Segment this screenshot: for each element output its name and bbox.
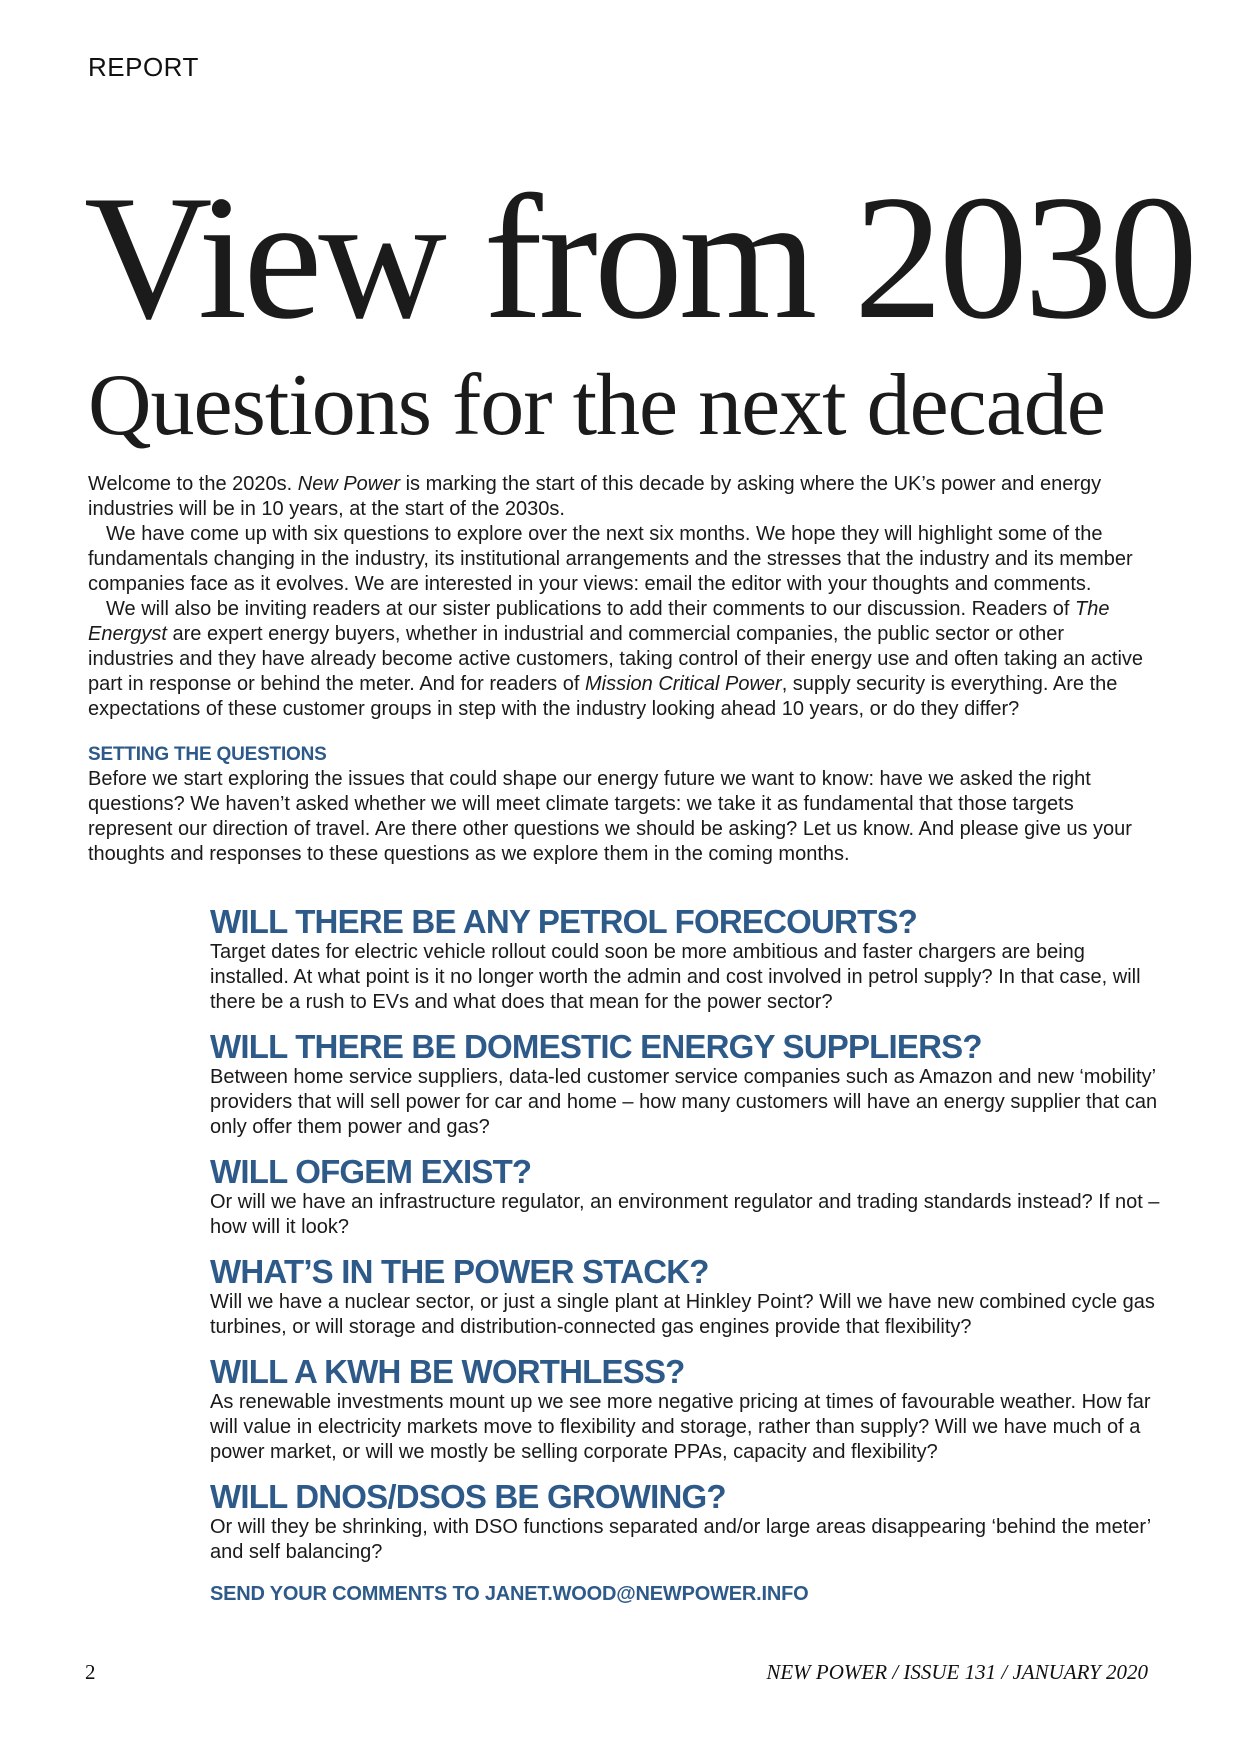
question-body: Will we have a nuclear sector, or just a single plant at Hinkley Point? Will we have new combined cycle gas turbines, or will storage and distribution-connected gas engines provide that flexibility? xyxy=(210,1291,1155,1338)
question-body: Or will they be shrinking, with DSO functions separated and/or large areas disappearing ‘behind the meter’ and self balancing? xyxy=(210,1516,1151,1563)
question-block xyxy=(210,1154,1160,1240)
intro-paragraph-1: Welcome to the 2020s. New Power is marking the start of this decade by asking where the UK’s power and energy industries will be in 10 years, at the start of the 2030s. xyxy=(88,473,1102,520)
intro-section xyxy=(88,472,1148,722)
question-heading: WILL THERE BE ANY PETROL FORECOURTS? xyxy=(210,903,918,940)
question-body: Between home service suppliers, data-led customer service companies such as Amazon and new ‘mobility’ providers that will sell power for car and home – how many customers will have an energy supplier that can only offer them power and gas? xyxy=(210,1066,1158,1138)
publication-footer: NEW POWER / ISSUE 131 / JANUARY 2020 xyxy=(766,1660,1148,1684)
setting-questions-section xyxy=(88,744,1148,867)
question-heading: WILL A KWH BE WORTHLESS? xyxy=(210,1353,685,1390)
setting-questions-heading: SETTING THE QUESTIONS xyxy=(88,744,327,765)
intro-paragraph-3: We will also be inviting readers at our sister publications to add their comments to our discussion. Readers of The Energyst are expert energy buyers, whether in industrial and commercial companies, the public sector or other industries and they have already become active customers, taking control of their energy use and often taking an active part in response or behind the meter. And for readers of Mission Critical Power, supply security is everything. Are the expectations of these customer groups in step with the industry looking ahead 10 years, or do they differ? xyxy=(88,598,1144,720)
question-heading: WILL THERE BE DOMESTIC ENERGY SUPPLIERS? xyxy=(210,1028,982,1065)
send-comments-callout: SEND YOUR COMMENTS TO JANET.WOOD@NEWPOWER.INFO xyxy=(210,1583,809,1605)
question-heading: WHAT’S IN THE POWER STACK? xyxy=(210,1253,709,1290)
page-number: 2 xyxy=(85,1660,96,1684)
question-heading: WILL DNOS/DSOS BE GROWING? xyxy=(210,1478,726,1515)
question-body: Or will we have an infrastructure regulator, an environment regulator and trading standards instead? If not – how will it look? xyxy=(210,1191,1160,1238)
intro-paragraph-2: We have come up with six questions to explore over the next six months. We hope they will highlight some of the fundamentals changing in the industry, its institutional arrangements and the stresses that the industry and its member companies face as it evolves. We are interested in your views: email the editor with your thoughts and comments. xyxy=(88,523,1133,595)
question-heading: WILL OFGEM EXIST? xyxy=(210,1153,532,1190)
page-title: View from 2030 xyxy=(84,158,1194,356)
section-label: REPORT xyxy=(88,52,199,82)
page-subtitle: Questions for the next decade xyxy=(88,357,1105,454)
question-block xyxy=(210,1354,1160,1465)
questions-list xyxy=(210,904,1160,1606)
question-block xyxy=(210,1254,1160,1340)
question-body: As renewable investments mount up we see more negative pricing at times of favourable weather. How far will value in electricity markets move to flexibility and storage, rather than supply? Will we have much of a power market, or will we mostly be selling corporate PPAs, capacity and flexibility? xyxy=(210,1391,1151,1463)
setting-questions-body: Before we start exploring the issues that could shape our energy future we want to know: have we asked the right questions? We haven’t asked whether we will meet climate targets: we take it as fundamental that those targets represent our direction of travel. Are there other questions we should be asking? Let us know. And please give us your thoughts and responses to these questions as we explore them in the coming months. xyxy=(88,768,1132,865)
question-block xyxy=(210,904,1160,1015)
question-block xyxy=(210,1029,1160,1140)
question-body: Target dates for electric vehicle rollout could soon be more ambitious and faster chargers are being installed. At what point is it no longer worth the admin and cost involved in petrol supply? In that case, will there be a rush to EVs and what does that mean for the power sector? xyxy=(210,941,1141,1013)
question-block xyxy=(210,1479,1160,1565)
